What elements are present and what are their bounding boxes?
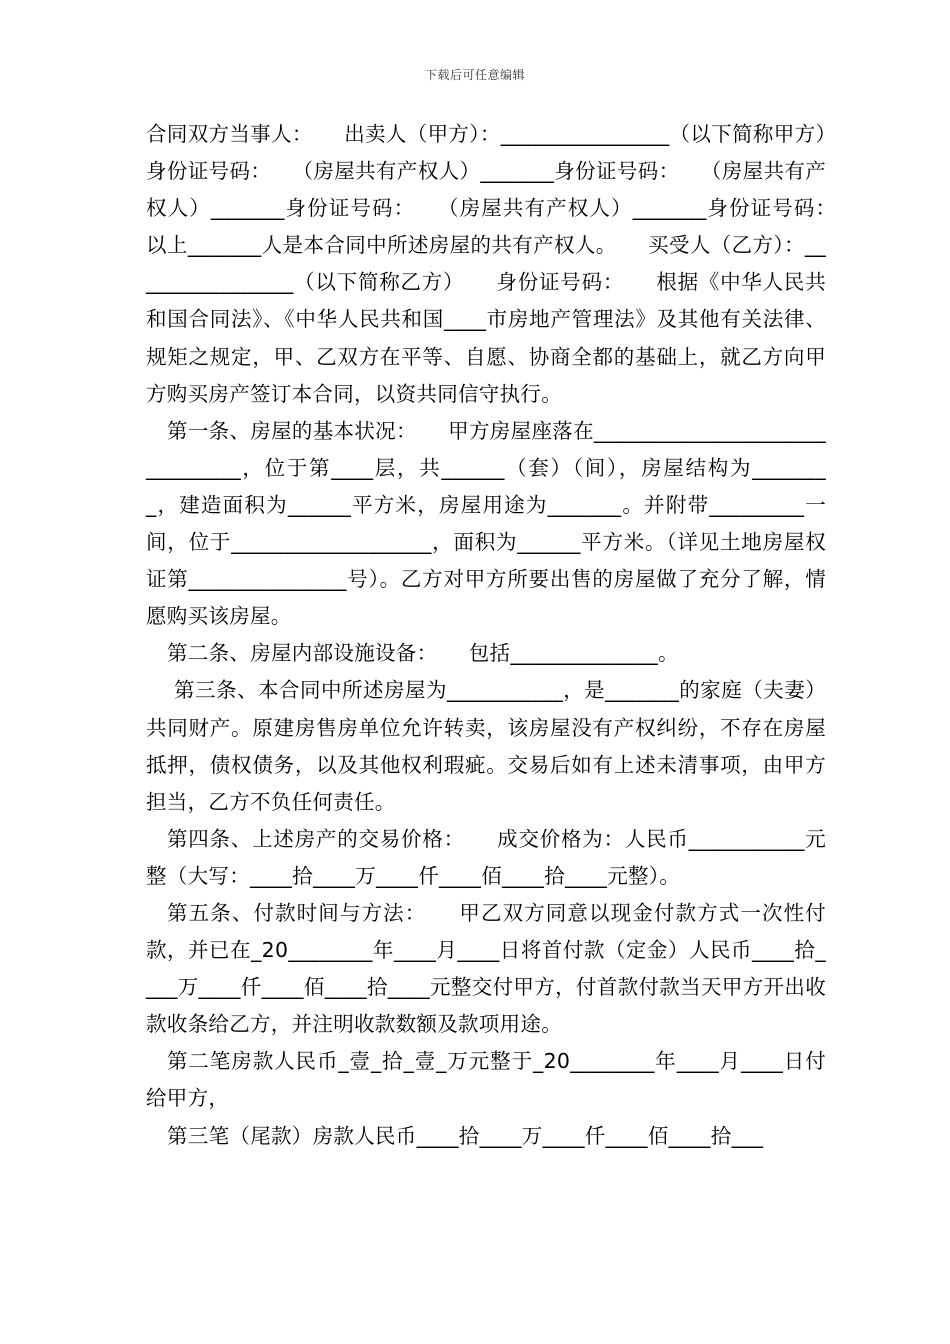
article-4-paragraph: 第四条、上述房产的交易价格： 成交价格为：人民币___________元整（大写：____拾____万____仟____佰____拾____元整）。: [146, 826, 826, 888]
article-1-paragraph: 第一条、房屋的基本状况： 甲方房屋座落在_______________________________，位于第____层，共______（套）（间），房屋结构为________，建造面积为______平方米，房屋用途为_______。并附带_________一间，位于___________________，面积为______平方米。（详见土地房屋权证第_______________号）。乙方对甲方所要出售的房屋做了充分了解，情愿购买该房屋。: [146, 418, 826, 629]
parties-paragraph: 合同双方当事人： 出卖人（甲方）：________________（以下简称甲方） 身份证号码： （房屋共有产权人）_______身份证号码： （房屋共有产权人）_______身份证号码： （房屋共有产权人）_______身份证号码： 以上_______人是本合同中所述房屋的共有产权人。 买受人（乙方）：________________（以下简称乙方） 身份证号码： 根据《中华人民共和国合同法》、《中华人民共和国____市房地产管理法》及其他有关法律、规矩之规定，甲、乙双方在平等、自愿、协商全都的基础上，就乙方向甲方购买房产签订本合同，以资共同信守执行。: [146, 122, 868, 406]
contract-body: [146, 116, 868, 1155]
final-payment-paragraph: 第三笔（尾款）房款人民币____拾____万____仟____佰____拾___: [167, 1123, 764, 1148]
article-3-paragraph: 第三条、本合同中所述房屋为___________，是_______的家庭（夫妻）共同财产。原建房售房单位允许转卖，该房屋没有产权纠纷，不存在房屋抵押，债权债务，以及其他权利瑕疵。交易后如有上述未清事项，由甲方担当，乙方不负任何责任。: [146, 678, 826, 814]
page-header: 下载后可任意编辑: [424, 68, 525, 82]
article-2-paragraph: 第二条、房屋内部设施设备： 包括______________。: [167, 641, 679, 666]
second-payment-paragraph: 第二笔房款人民币_壹_拾_壹_万元整于_20________年____月____日付给甲方，: [146, 1049, 826, 1111]
article-5-paragraph: 第五条、付款时间与方法： 甲乙双方同意以现金付款方式一次性付款，并已在_20________年____月____日将首付款（定金）人民币____拾____万____仟____佰____拾____元整交付甲方，付首款付款当天甲方开出收款收条给乙方，并注明收款数额及款项用途。: [146, 900, 826, 1037]
